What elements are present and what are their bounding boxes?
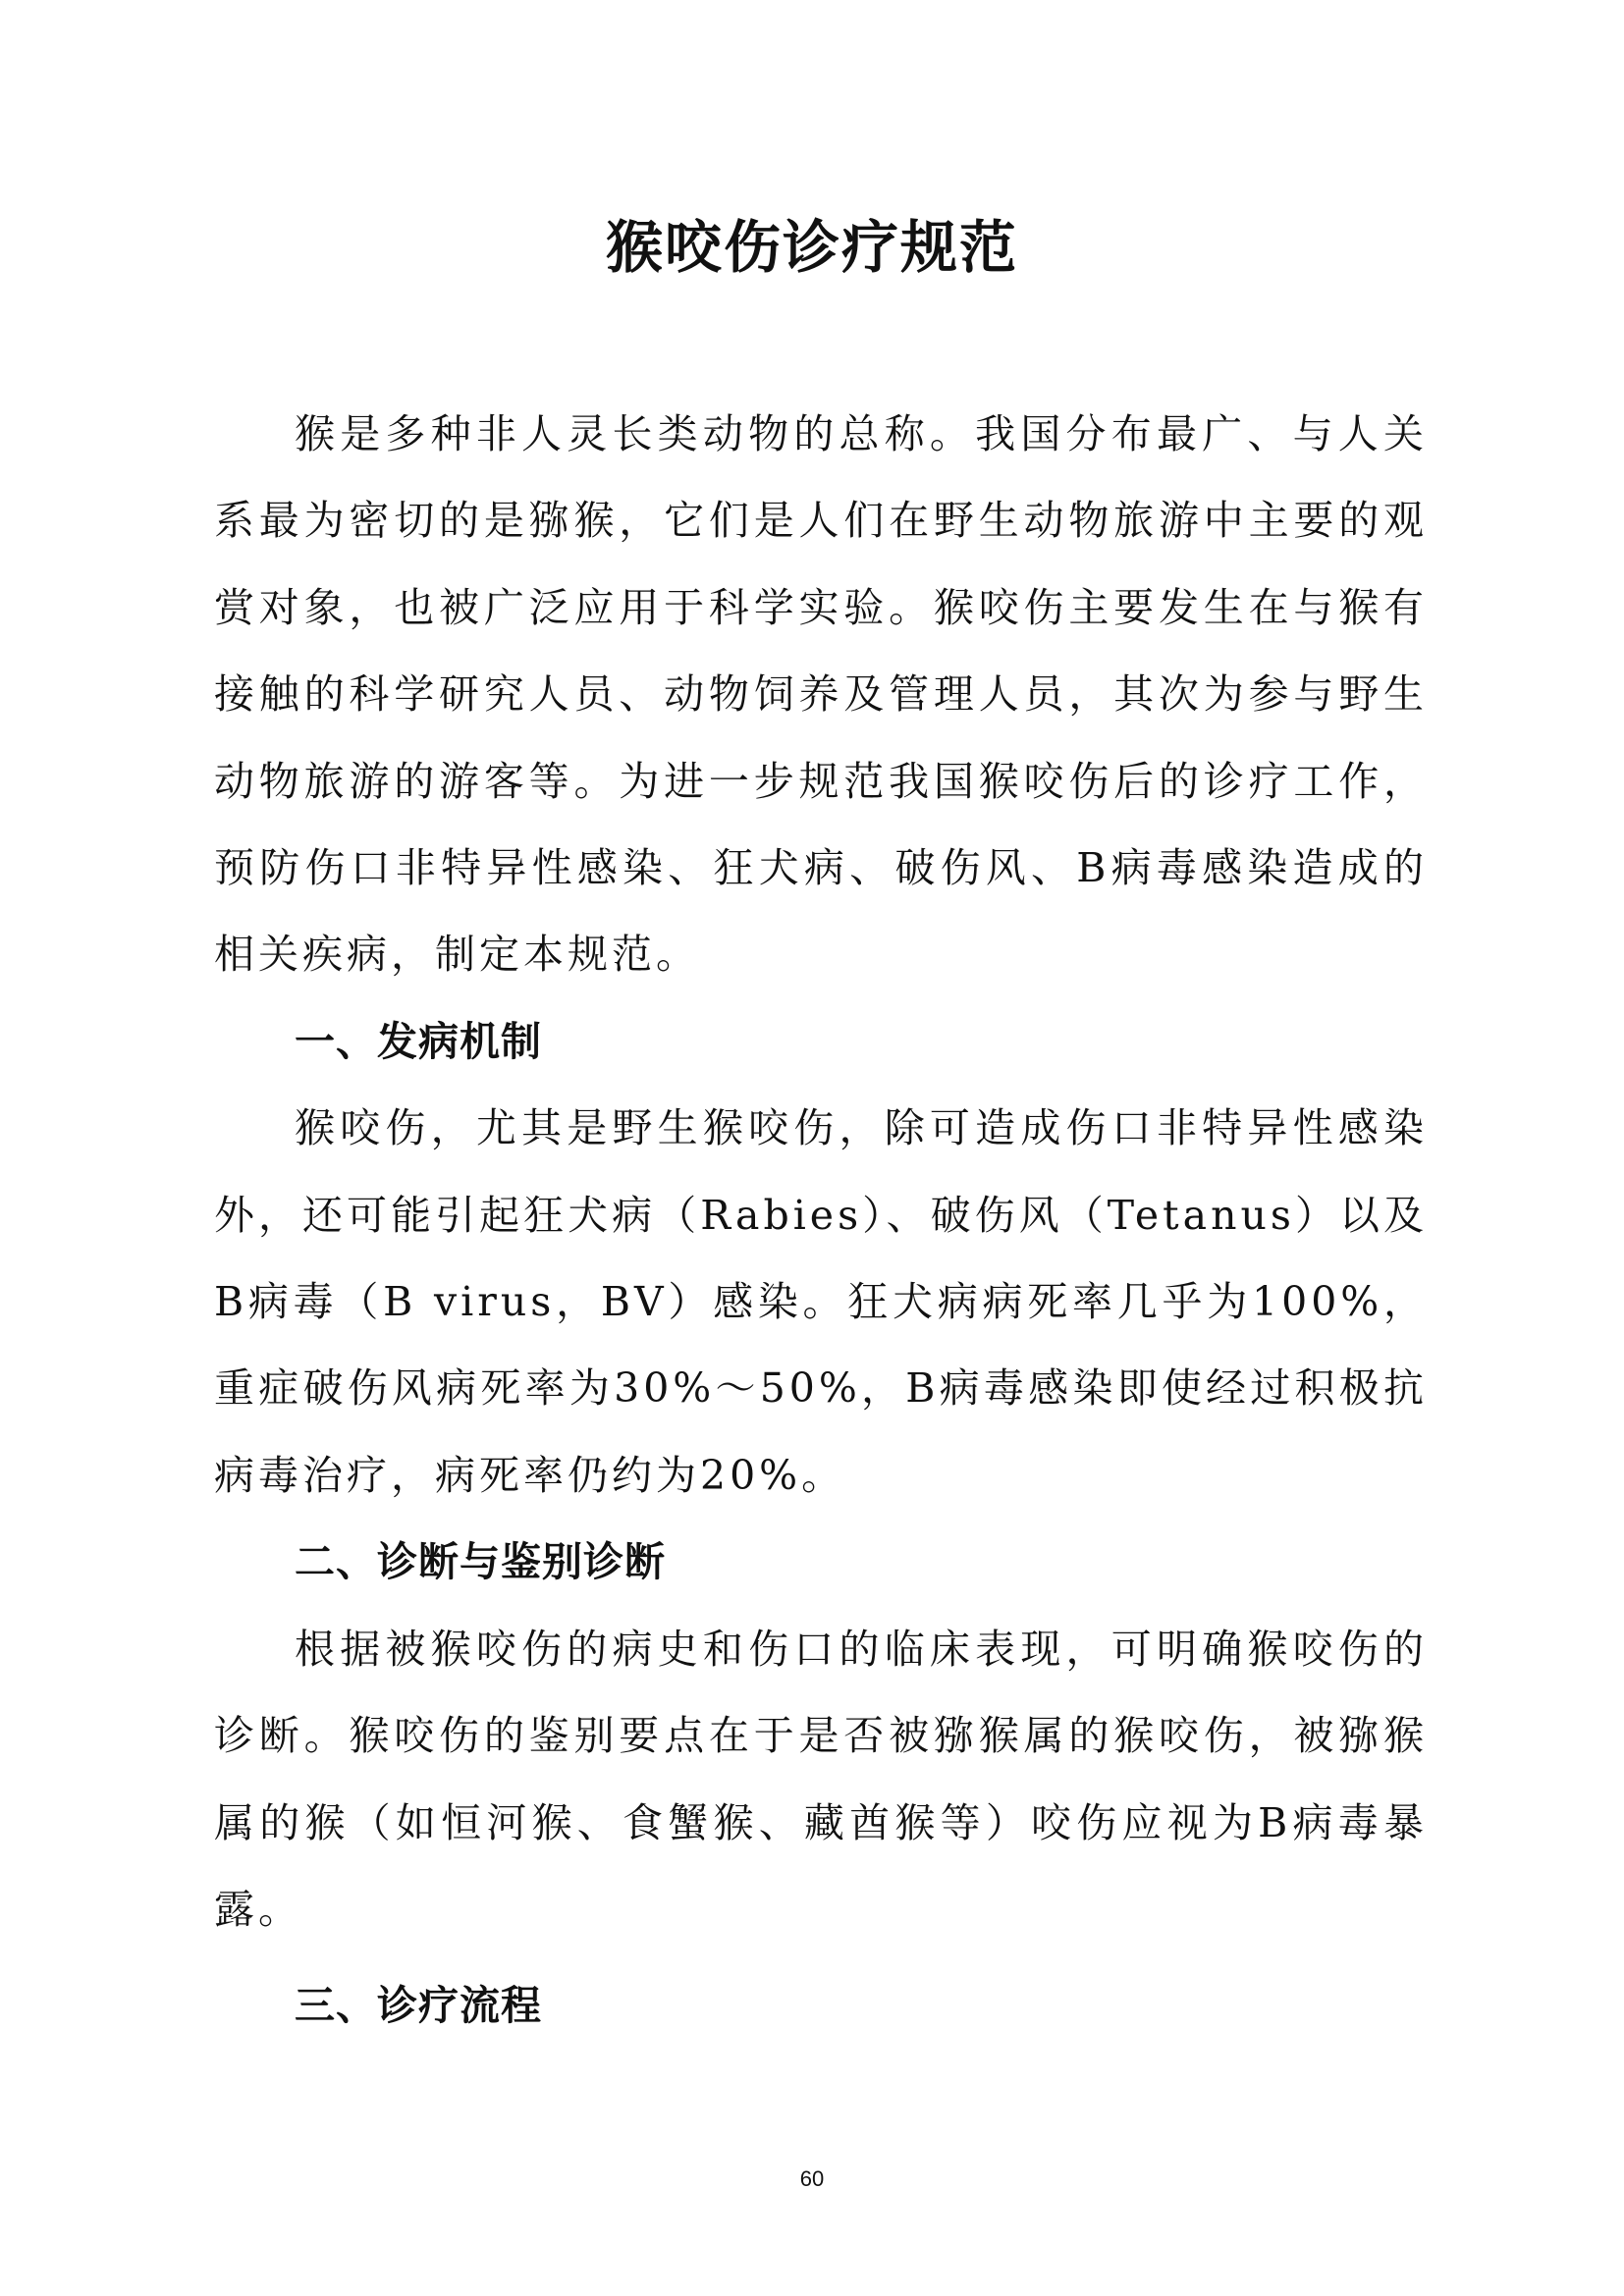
section-paragraph-pathogenesis: 猴咬伤，尤其是野生猴咬伤，除可造成伤口非特异性感染外，还可能引起狂犬病（Rabies）、破伤风（Tetanus）以及B病毒（B virus，BV）感染。狂犬病病死率几乎为100%，重症破伤风病死率为30%～50%，B病毒感染即使经过积极抗病毒治疗，病死率仍约为20%。 xyxy=(214,1104,1428,1499)
document-title: 猴咬伤诊疗规范 xyxy=(605,214,1018,281)
section-heading-diagnosis: 二、诊断与鉴别诊断 xyxy=(295,1538,666,1586)
page-number: 60 xyxy=(799,2166,825,2191)
document-body xyxy=(214,391,1428,2050)
section-paragraph-diagnosis: 根据被猴咬伤的病史和伤口的临床表现，可明确猴咬伤的诊断。猴咬伤的鉴别要点在于是否被猕猴属的猴咬伤，被猕猴属的猴（如恒河猴、食蟹猴、藏酋猴等）咬伤应视为B病毒暴露。 xyxy=(214,1625,1428,1933)
intro-paragraph: 猴是多种非人灵长类动物的总称。我国分布最广、与人关系最为密切的是猕猴，它们是人们在野生动物旅游中主要的观赏对象，也被广泛应用于科学实验。猴咬伤主要发生在与猴有接触的科学研究人员、动物饲养及管理人员，其次为参与野生动物旅游的游客等。为进一步规范我国猴咬伤后的诊疗工作，预防伤口非特异性感染、狂犬病、破伤风、B病毒感染造成的相关疾病，制定本规范。 xyxy=(214,410,1428,979)
section-heading-workflow: 三、诊疗流程 xyxy=(295,1982,542,2030)
section-heading-pathogenesis: 一、发病机制 xyxy=(295,1017,542,1065)
